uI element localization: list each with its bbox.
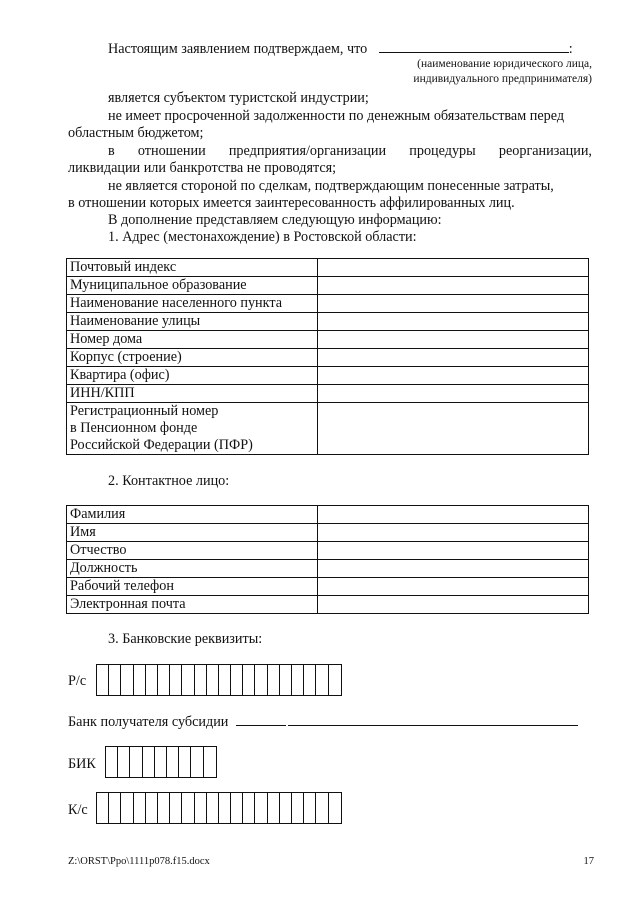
digit-box[interactable] [304, 665, 316, 695]
intro-note-2: индивидуального предпринимателя) [413, 73, 592, 85]
apartment-field[interactable] [318, 367, 589, 385]
table-row [67, 506, 589, 524]
digit-box[interactable] [219, 665, 231, 695]
digit-box[interactable] [292, 793, 304, 823]
digit-box[interactable] [170, 665, 182, 695]
digit-box[interactable] [231, 665, 243, 695]
digit-box[interactable] [243, 665, 255, 695]
digit-box[interactable] [207, 793, 219, 823]
digit-box[interactable] [97, 665, 109, 695]
row-label: Наименование улицы [67, 313, 318, 331]
digit-box[interactable] [280, 793, 292, 823]
row-label: Отчество [67, 542, 318, 560]
digit-box[interactable] [304, 793, 316, 823]
table-row [67, 542, 589, 560]
row-label: Квартира (офис) [67, 367, 318, 385]
table-row [67, 403, 589, 455]
footer-file-path: Z:\ORST\Ppo\1111p078.f15.docx [68, 856, 210, 867]
digit-box[interactable] [158, 793, 170, 823]
digit-box[interactable] [118, 747, 130, 777]
pfr-line: Российской Федерации (ПФР) [70, 437, 253, 453]
pfr-line: Регистрационный номер [70, 403, 219, 419]
statement-tourism: является субъектом туристской индустрии; [108, 90, 369, 106]
position-field[interactable] [318, 560, 589, 578]
digit-box[interactable] [219, 793, 231, 823]
statement-reorg-1 [108, 142, 592, 160]
table-row [67, 367, 589, 385]
digit-box[interactable] [292, 665, 304, 695]
row-label-pfr [67, 403, 318, 455]
row-label: ИНН/КПП [67, 385, 318, 403]
statement-affiliated-1: не является стороной по сделкам, подтверждающим понесенные затраты, [108, 178, 554, 194]
bank-name-blank-1[interactable] [236, 711, 286, 726]
digit-box[interactable] [146, 665, 158, 695]
digit-box[interactable] [121, 793, 133, 823]
statement-reorg-2: ликвидации или банкротства не проводятся; [68, 160, 337, 176]
pfr-line: в Пенсионном фонде [70, 420, 198, 436]
digit-box[interactable] [268, 793, 280, 823]
digit-box[interactable] [329, 665, 341, 695]
digit-box[interactable] [182, 793, 194, 823]
digit-box[interactable] [255, 665, 267, 695]
bank-name-blank-2[interactable] [288, 711, 578, 726]
row-label: Корпус (строение) [67, 349, 318, 367]
ks-digit-boxes[interactable] [96, 792, 342, 824]
table-row [67, 560, 589, 578]
table-row [67, 295, 589, 313]
first-name-field[interactable] [318, 524, 589, 542]
digit-box[interactable] [204, 747, 216, 777]
organization-name-blank[interactable] [379, 38, 569, 53]
digit-box[interactable] [316, 665, 328, 695]
row-label: Рабочий телефон [67, 578, 318, 596]
address-table [66, 258, 589, 455]
statement-debt-2: областным бюджетом; [68, 125, 204, 141]
digit-box[interactable] [170, 793, 182, 823]
statement-affiliated-2: в отношении которых имеется заинтересованность аффилированных лиц. [68, 195, 515, 211]
row-label: Номер дома [67, 331, 318, 349]
patronymic-field[interactable] [318, 542, 589, 560]
digit-box[interactable] [155, 747, 167, 777]
digit-box[interactable] [182, 665, 194, 695]
reorg-word-4: процедуры [409, 143, 476, 159]
street-field[interactable] [318, 313, 589, 331]
digit-box[interactable] [179, 747, 191, 777]
pfr-number-field[interactable] [318, 403, 589, 455]
reorg-word-3: предприятия/организации [228, 143, 387, 159]
row-label: Имя [67, 524, 318, 542]
digit-box[interactable] [195, 665, 207, 695]
surname-field[interactable] [318, 506, 589, 524]
settlement-field[interactable] [318, 295, 589, 313]
table-row [67, 313, 589, 331]
digit-box[interactable] [167, 747, 179, 777]
postal-code-field[interactable] [318, 259, 589, 277]
section2-heading: 2. Контактное лицо: [108, 473, 230, 489]
digit-box[interactable] [316, 793, 328, 823]
row-label: Наименование населенного пункта [67, 295, 318, 313]
statement-additional: В дополнение представляем следующую информацию: [108, 212, 442, 228]
digit-box[interactable] [109, 793, 121, 823]
digit-box[interactable] [97, 793, 109, 823]
row-label: Муниципальное образование [67, 277, 318, 295]
row-label: Фамилия [67, 506, 318, 524]
work-phone-field[interactable] [318, 578, 589, 596]
table-row [67, 578, 589, 596]
table-row [67, 385, 589, 403]
intro-colon: : [568, 41, 573, 57]
row-label: Должность [67, 560, 318, 578]
inn-kpp-field[interactable] [318, 385, 589, 403]
table-row [67, 277, 589, 295]
digit-box[interactable] [106, 747, 118, 777]
intro-text: Настоящим заявлением подтверждаем, что [108, 41, 368, 57]
digit-box[interactable] [280, 665, 292, 695]
row-label: Электронная почта [67, 596, 318, 614]
building-field[interactable] [318, 349, 589, 367]
digit-box[interactable] [134, 665, 146, 695]
digit-box[interactable] [231, 793, 243, 823]
table-row [67, 349, 589, 367]
digit-box[interactable] [255, 793, 267, 823]
ks-label: К/с [68, 802, 88, 818]
rs-label: Р/с [68, 673, 87, 689]
digit-box[interactable] [121, 665, 133, 695]
intro-line [108, 38, 573, 58]
reorg-word-5: реорганизации, [498, 143, 592, 159]
intro-note-1: (наименование юридического лица, [417, 58, 592, 70]
reorg-word-1: в [108, 143, 115, 159]
row-label: Почтовый индекс [67, 259, 318, 277]
footer-page-number: 17 [583, 856, 594, 867]
email-field[interactable] [318, 596, 589, 614]
section3-heading: 3. Банковские реквизиты: [108, 631, 263, 647]
bik-digit-boxes[interactable] [105, 746, 217, 778]
reorg-word-2: отношении [137, 143, 206, 159]
bank-label: Банк получателя субсидии [68, 714, 229, 730]
table-row [67, 596, 589, 614]
digit-box[interactable] [130, 747, 142, 777]
digit-box[interactable] [191, 747, 203, 777]
digit-box[interactable] [243, 793, 255, 823]
digit-box[interactable] [207, 665, 219, 695]
digit-box[interactable] [109, 665, 121, 695]
bik-label: БИК [68, 756, 96, 772]
municipality-field[interactable] [318, 277, 589, 295]
house-number-field[interactable] [318, 331, 589, 349]
digit-box[interactable] [143, 747, 155, 777]
rs-digit-boxes[interactable] [96, 664, 342, 696]
statement-debt-1: не имеет просроченной задолженности по денежным обязательствам перед [108, 108, 565, 124]
section1-heading: 1. Адрес (местонахождение) в Ростовской области: [108, 229, 417, 245]
digit-box[interactable] [158, 665, 170, 695]
digit-box[interactable] [329, 793, 341, 823]
digit-box[interactable] [268, 665, 280, 695]
digit-box[interactable] [195, 793, 207, 823]
bank-line [68, 711, 578, 731]
table-row [67, 259, 589, 277]
table-row [67, 524, 589, 542]
digit-box[interactable] [134, 793, 146, 823]
table-row [67, 331, 589, 349]
digit-box[interactable] [146, 793, 158, 823]
contact-table [66, 505, 589, 614]
